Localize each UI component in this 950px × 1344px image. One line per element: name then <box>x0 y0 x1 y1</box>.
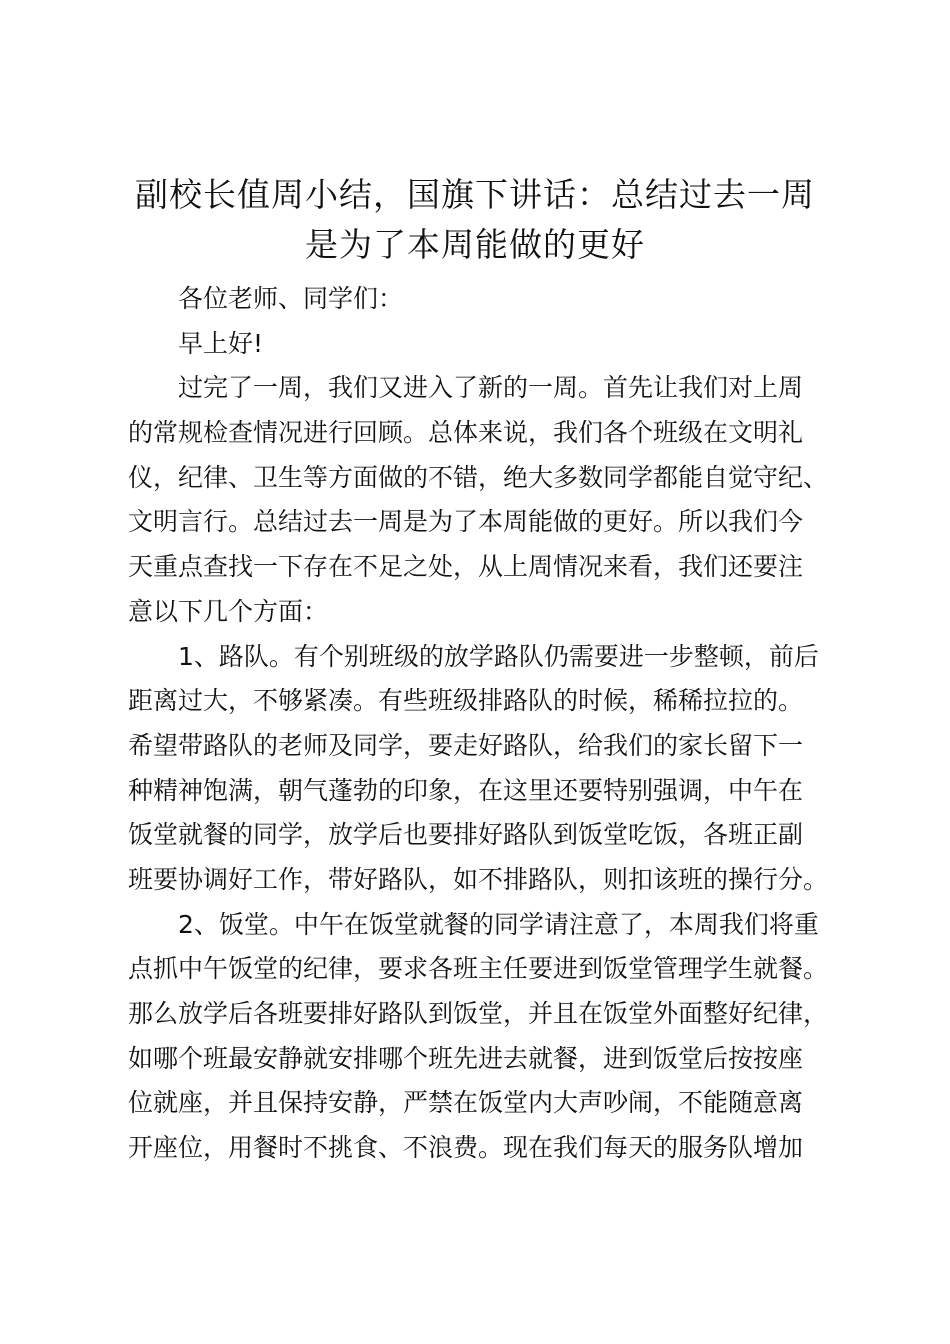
paragraph-line: 1、路队。有个别班级的放学路队仍需要进一步整顿，前后 <box>178 641 819 671</box>
paragraph-line: 种精神饱满，朝气蓬勃的印象，在这里还要特别强调，中午在 <box>128 775 804 805</box>
paragraph-line: 的常规检查情况进行回顾。总体来说，我们各个班级在文明礼 <box>128 418 804 448</box>
paragraph-line: 那么放学后各班要排好路队到饭堂，并且在饭堂外面整好纪律， <box>128 999 829 1028</box>
document-title <box>110 170 840 270</box>
paragraph-line: 开座位，用餐时不挑食、不浪费。现在我们每天的服务队增加 <box>128 1133 804 1163</box>
paragraph-line: 过完了一周，我们又进入了新的一周。首先让我们对上周 <box>178 373 804 403</box>
paragraph-line: 距离过大，不够紧凑。有些班级排路队的时候，稀稀拉拉的。 <box>128 686 804 716</box>
salutation-line: 各位老师、同学们： <box>178 284 404 313</box>
document-body <box>128 277 833 1171</box>
paragraph-line: 点抓中午饭堂的纪律，要求各班主任要进到饭堂管理学生就餐。 <box>128 954 829 984</box>
paragraph-line: 希望带路队的老师及同学，要走好路队，给我们的家长留下一 <box>128 730 804 760</box>
title-line: 副校长值周小结，国旗下讲话：总结过去一周 <box>135 175 815 214</box>
paragraph-line: 位就座，并且保持安静，严禁在饭堂内大声吵闹，不能随意离 <box>128 1088 804 1118</box>
paragraph-line: 2、饭堂。中午在饭堂就餐的同学请注意了，本周我们将重 <box>178 909 819 939</box>
paragraph-line: 意以下几个方面： <box>128 596 329 626</box>
greeting-line: 早上好! <box>178 328 264 358</box>
paragraph-line: 班要协调好工作，带好路队，如不排路队，则扣该班的操行分。 <box>128 864 829 894</box>
paragraph-line: 饭堂就餐的同学，放学后也要排好路队到饭堂吃饭，各班正副 <box>128 820 804 850</box>
paragraph-line: 天重点查找一下存在不足之处，从上周情况来看，我们还要注 <box>128 552 804 582</box>
paragraph-line: 文明言行。总结过去一周是为了本周能做的更好。所以我们今 <box>128 507 804 537</box>
paragraph-line: 如哪个班最安静就安排哪个班先进去就餐，进到饭堂后按按座 <box>128 1043 804 1073</box>
title-line: 是为了本周能做的更好 <box>305 225 645 264</box>
paragraph-line: 仪，纪律、卫生等方面做的不错，绝大多数同学都能自觉守纪、 <box>128 462 829 492</box>
